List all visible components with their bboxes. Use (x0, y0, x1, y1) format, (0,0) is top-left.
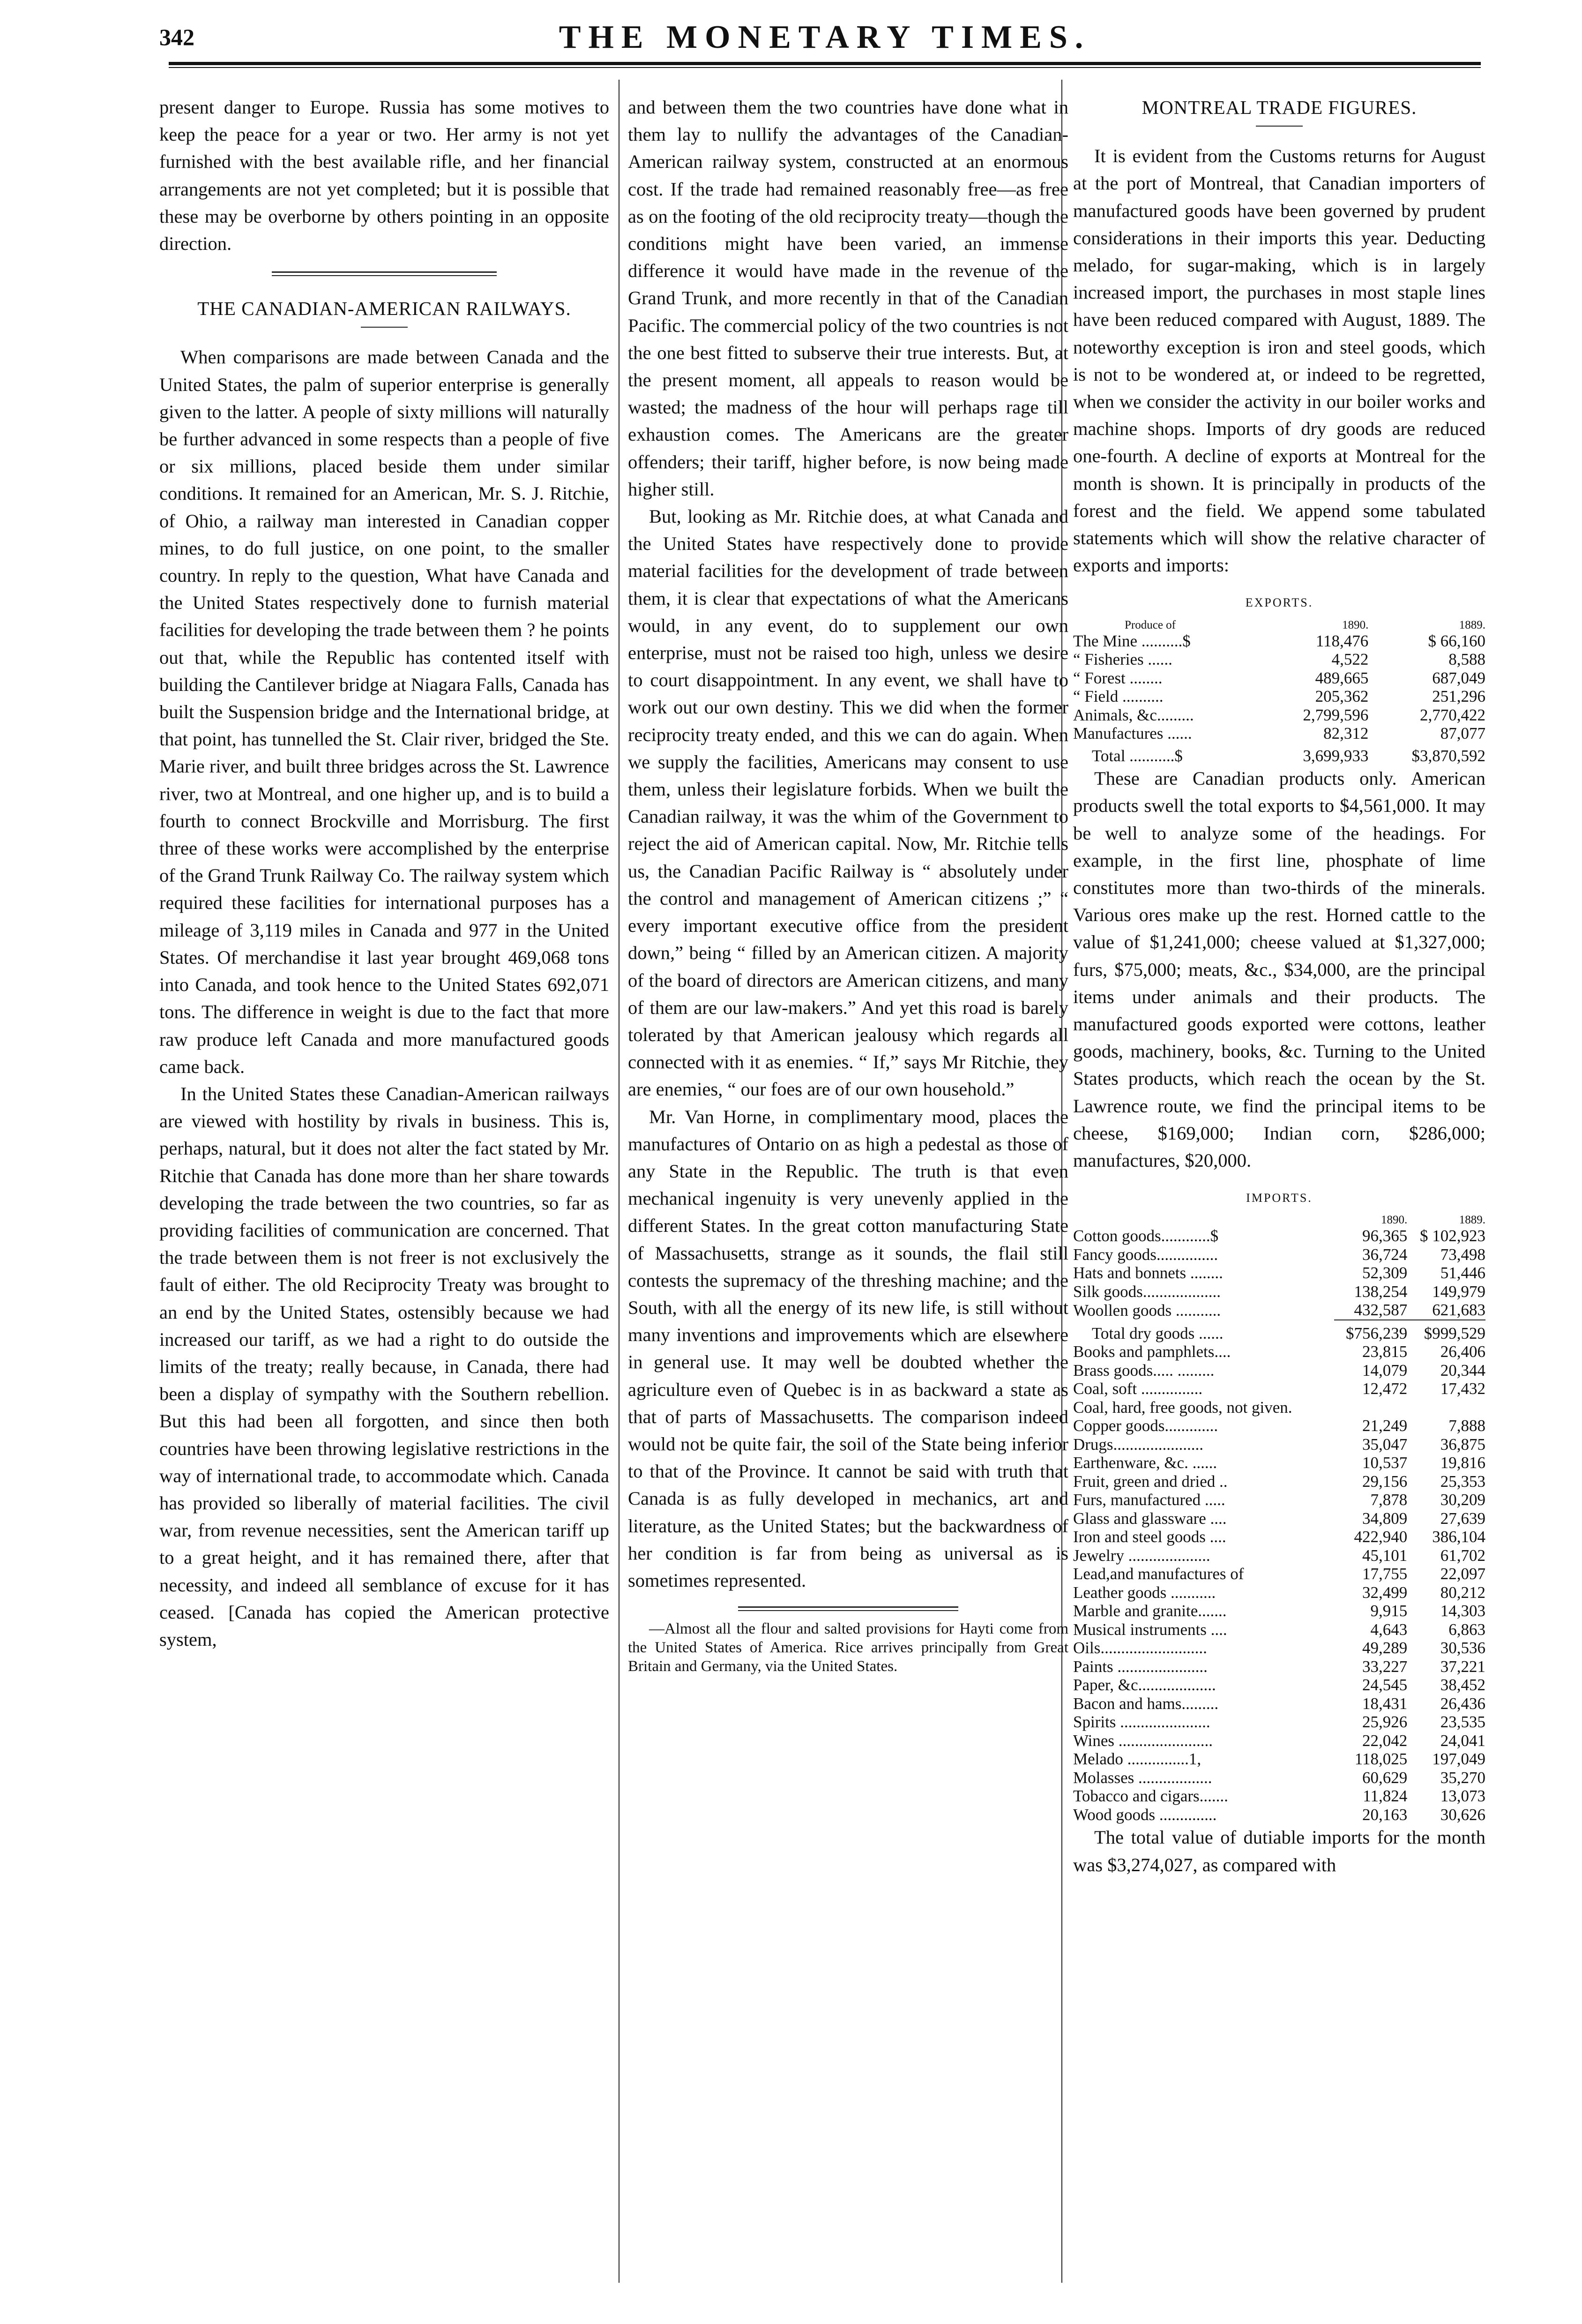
row-value: 4,643 (1370, 1620, 1408, 1639)
row-value: 51,446 (1440, 1264, 1485, 1282)
row-value: $ 102,923 (1420, 1227, 1485, 1245)
row-value: 34,809 (1362, 1509, 1408, 1528)
row-value: $ 66,160 (1428, 631, 1485, 650)
row-value: 2,770,422 (1420, 705, 1485, 724)
table-row (1073, 1546, 1485, 1565)
table-row (1073, 687, 1485, 706)
row-value: 49,289 (1362, 1639, 1408, 1657)
row-label: Glass and glassware .... (1073, 1509, 1227, 1528)
row-label: Woollen goods ........... (1073, 1301, 1221, 1320)
row-value: 14,079 (1362, 1361, 1408, 1379)
table-row (1073, 1620, 1485, 1639)
row-value: 7,888 (1448, 1417, 1485, 1435)
row-value: 26,436 (1440, 1694, 1485, 1713)
row-label: Leather goods ........... (1073, 1583, 1216, 1602)
section-rule (272, 271, 497, 276)
total-value: 3,699,933 (1303, 746, 1369, 765)
table-row (1073, 1750, 1485, 1769)
column-3 (1073, 94, 1485, 1879)
table-row (1073, 1342, 1485, 1361)
masthead-title: THE MONETARY TIMES. (559, 19, 1091, 55)
page-header (159, 19, 1490, 61)
row-label: Animals, &c......... (1073, 705, 1194, 724)
row-value: 21,249 (1362, 1417, 1408, 1435)
header-rule (169, 62, 1481, 68)
table-row (1073, 706, 1485, 725)
heading-rule (361, 327, 408, 328)
table-row (1073, 724, 1485, 743)
row-value: 2,799,596 (1303, 705, 1369, 724)
article-heading: MONTREAL TRADE FIGURES. (1142, 97, 1417, 118)
section-rule (738, 1606, 958, 1611)
page-number: 342 (159, 24, 194, 50)
total-value: $756,239 (1334, 1320, 1407, 1343)
row-label: “ Field .......... (1073, 687, 1164, 706)
table-row (1073, 650, 1485, 669)
table-row (1073, 669, 1485, 688)
row-value: 73,498 (1440, 1245, 1485, 1264)
row-value: 30,209 (1440, 1491, 1485, 1509)
table-row (1073, 1787, 1485, 1806)
table-header-row (1073, 1214, 1485, 1227)
row-value: 30,536 (1440, 1639, 1485, 1657)
row-label: “ Fisheries ...... (1073, 650, 1172, 669)
table-row (1073, 1301, 1485, 1320)
row-value: 489,665 (1315, 668, 1369, 687)
row-label: Bacon and hams......... (1073, 1694, 1219, 1713)
row-value: 621,683 (1432, 1301, 1485, 1319)
year-header: 1889. (1459, 618, 1485, 631)
table-row (1073, 1528, 1485, 1546)
row-label: Copper goods............. (1073, 1417, 1218, 1435)
column-1 (159, 94, 609, 1653)
total-label: Total dry goods ...... (1092, 1324, 1224, 1342)
row-value: 17,755 (1362, 1565, 1408, 1583)
row-label: Iron and steel goods .... (1073, 1528, 1226, 1546)
column-label: Produce of (1125, 618, 1176, 631)
article-paragraph: In the United States these Canadian-American railways are viewed with hostility by rivals in business. This is, perhaps, natural, but it does not alter the fact stated by Mr. Ritchie that Canada has done more than her share towards developing the trade between the two countries, so far as providing facilities of communication are concerned. That the trade between them is not freer is not exclusively the fault of either. The old Reciprocity Treaty was brought to an end by the United States, ostensibly because we had increased our tariff, as we had a right to do outside the limits of the treaty; really because, in Canada, there had been a display of sympathy with the Southern rebellion. But this had been all forgotten, and since then both countries have been throwing legislative restrictions in the way of international trade, to accommodate which. Canada has provided so liberally of material facilities. The civil war, from revenue necessities, sent the American tariff up to a great height, and it has remained there, after that necessity, and indeed all semblance of excuse for it has ceased. [Canada has copied the American protective system, (159, 1083, 609, 1650)
table-row (1073, 1245, 1485, 1264)
total-value: $999,529 (1407, 1320, 1485, 1343)
total-label: Total ...........$ (1092, 746, 1183, 765)
row-value: 17,432 (1440, 1379, 1485, 1398)
row-value: 23,815 (1362, 1342, 1408, 1361)
row-value: 30,626 (1440, 1805, 1485, 1824)
row-value: 26,406 (1440, 1342, 1485, 1361)
table-row (1073, 1732, 1485, 1750)
row-label: Tobacco and cigars....... (1073, 1787, 1228, 1806)
row-value: 33,227 (1362, 1657, 1408, 1676)
table-row (1073, 1227, 1485, 1245)
table-row (1073, 1282, 1485, 1301)
row-label: Hats and bonnets ........ (1073, 1264, 1223, 1282)
article-paragraph: But, looking as Mr. Ritchie does, at what Canada and the United States have respectively done to provide material facilities for the development of trade between them, it is clear that expectations of what the Americans would, in any event, do to supplement our own enterprise, must not be raised too high, unless we desire to court disappointment. In any event, we shall have to work out our own destiny. This we did when the former reciprocity treaty ended, and this we can do again. When we supply the facilities, Americans may consent to use them, unless their legislature forbids. When we built the Canadian railway, it was the whim of the Government to reject the aid of American capital. Now, Mr. Ritchie tells us, the Canadian Pacific Railway is “ absolutely under the control and management of American citizens ;” “ every important executive office from the president down,” being “ filled by an American citizen. A majority of the board of directors are American citizens, and many of them are our law-makers.” And yet this road is barely tolerated by that American jealousy which regards all connected with it as enemies. “ If,” says Mr Ritchie, they are enemies, “ our foes are of our own household.” (628, 506, 1068, 1100)
row-value: 386,104 (1432, 1528, 1485, 1546)
year-header: 1889. (1459, 1214, 1485, 1227)
row-value: 61,702 (1440, 1546, 1485, 1565)
row-value: 20,163 (1362, 1805, 1408, 1824)
row-value: 10,537 (1362, 1454, 1408, 1472)
article-paragraph: It is evident from the Customs returns for August at the port of Montreal, that Canadian importers of manufactured goods have been governed by prudent considerations in their imports this year. Deducting melado, for sugar-making, which is in largely increased import, the purchases in most staple lines have been reduced compared with August, 1889. The noteworthy exception is iron and steel goods, which is not to be wondered at, or indeed to be regretted, when we consider the activity in our boiler works and machine shops. Imports of dry goods are reduced one-fourth. A decline of exports at Montreal for the month is shown. It is principally in products of the forest and the field. We append some tabulated statements which will show the relative character of exports and imports: (1073, 145, 1485, 576)
news-note: —Almost all the flour and salted provisions for Hayti come from the United States of America. Rice arrives principally from Great Britain and Germany, via the United States. (628, 1620, 1068, 1675)
row-value: 19,816 (1440, 1454, 1485, 1472)
row-value: 9,915 (1370, 1602, 1408, 1620)
article-paragraph: The total value of dutiable imports for the month was $3,274,027, as compared with (1073, 1827, 1485, 1875)
table-row (1073, 1639, 1485, 1657)
article-paragraph: Mr. Van Horne, in complimentary mood, places the manufactures of Ontario on as high a pedestal as those of any State in the Republic. The truth is that even mechanical ingenuity is very unevenly applied in the different States. In the great cotton manufacturing State of Massachusetts, strange as it sounds, the flail still contests the supremacy of the threshing machine; and the South, with all the energy of its new life, is still without many inventions and improvements which are elsewhere in general use. It may well be doubted whether the agriculture even of Quebec is in as backward a state as that of parts of Massachusetts. The comparison indeed would not be quite fair, the soil of the State being inferior to that of the Province. It cannot be said with truth that Canada is as fully developed in mechanics, art and literature, as the United States; but the backwardness of her condition is far from being as universal as is sometimes represented. (628, 1106, 1068, 1591)
table-row (1073, 1657, 1485, 1676)
table-row (1073, 1417, 1485, 1435)
row-value (1334, 1398, 1407, 1417)
total-row (1073, 743, 1485, 765)
row-label: Fruit, green and dried .. (1073, 1472, 1228, 1491)
row-value: 36,875 (1440, 1435, 1485, 1454)
imports-table (1073, 1214, 1485, 1824)
year-header: 1890. (1342, 618, 1369, 631)
table-row (1073, 1264, 1485, 1282)
row-value: 20,344 (1440, 1361, 1485, 1379)
row-value: 18,431 (1362, 1694, 1408, 1713)
column-2 (628, 94, 1068, 1676)
total-row (1073, 1320, 1485, 1343)
row-value: 197,049 (1432, 1750, 1485, 1769)
table-row (1073, 1694, 1485, 1713)
row-label: Melado ...............1, (1073, 1750, 1201, 1769)
row-value: 38,452 (1440, 1676, 1485, 1694)
row-value: 60,629 (1362, 1768, 1408, 1787)
row-value: 25,353 (1440, 1472, 1485, 1491)
row-value: 52,309 (1362, 1264, 1408, 1282)
row-value (1407, 1398, 1485, 1417)
row-value: 80,212 (1440, 1583, 1485, 1602)
row-value: 96,365 (1362, 1227, 1408, 1245)
row-value: 27,639 (1440, 1509, 1485, 1528)
row-label: Drugs...................... (1073, 1435, 1204, 1454)
year-header: 1890. (1381, 1214, 1408, 1227)
row-value: 23,535 (1440, 1713, 1485, 1732)
article-paragraph: When comparisons are made between Canada and the United States, the palm of superior enterprise is generally given to the latter. A people of sixty millions will naturally be further advanced in some respects than a people of five or six millions, placed beside them under similar conditions. It remained for an American, Mr. S. J. Ritchie, of Ohio, a railway man interested in Canadian copper mines, to do full justice, on one point, to the smaller country. In reply to the question, What have Canada and the United States respectively done to furnish material facilities for developing the trade between them ? he points out that, while the Republic has contented itself with building the Cantilever bridge at Niagara Falls, Canada has built the Suspension bridge and the International bridge, at that point, has tunnelled the St. Clair river, bridged the Ste. Marie river, and built three bridges across the St. Lawrence river, two at Montreal, and one higher up, and is to build a fourth to connect Brockville and Morrisburg. The first three of these works were accomplished by the enterprise of the Grand Trunk Railway Co. The railway system which required these facilities for international purposes has a mileage of 3,119 miles in Canada and 977 in the United States. Of merchandise it last year brought 469,068 tons into Canada, and took hence to the United States 692,071 tons. The difference in weight is due to the fact that more raw produce left Canada and more manufactured goods came back. (159, 346, 609, 1077)
intro-paragraph: present danger to Europe. Russia has some motives to keep the peace for a year or two. Her army is not yet furnished with the best available rifle, and her financial arrangements are not yet completed; but it is possible that these may be overborne by others pointing in an opposite direction. (159, 97, 609, 255)
row-label: Fancy goods............... (1073, 1245, 1218, 1264)
row-label: Paints ...................... (1073, 1657, 1208, 1676)
row-value: 432,587 (1354, 1301, 1408, 1319)
table-row (1073, 1379, 1485, 1398)
imports-table-caption: IMPORTS. (1246, 1191, 1313, 1205)
row-value: 11,824 (1363, 1787, 1408, 1806)
row-label: “ Forest ........ (1073, 668, 1163, 687)
article-paragraph: and between them the two countries have done what in them lay to nullify the advantages of the Canadian-American railway system, constructed at an enormous cost. If the trade had remained reasonably free—as free as on the footing of the old reciprocity treaty—though the conditions might have been varied, an immense difference it would have made in the revenue of the Grand Trunk, and more recently in that of the Canadian Pacific. The commercial policy of the two countries is not the one best fitted to subserve their true interests. But, at the present moment, all appeals to reason would be wasted; the madness of the hour will perhaps rage till exhaustion comes. The Americans are the greater offenders; their tariff, higher before, is now being made higher still. (628, 97, 1068, 500)
row-label: Paper, &c................... (1073, 1676, 1216, 1694)
row-label: Brass goods..... ......... (1073, 1361, 1215, 1379)
table-row (1073, 1435, 1485, 1454)
row-value: 4,522 (1331, 650, 1369, 669)
table-row (1073, 1583, 1485, 1602)
row-value: 422,940 (1354, 1528, 1408, 1546)
table-row (1073, 1472, 1485, 1491)
row-value: 37,221 (1440, 1657, 1485, 1676)
row-value: 12,472 (1362, 1379, 1408, 1398)
total-value: $3,870,592 (1411, 746, 1485, 765)
row-label: Molasses .................. (1073, 1768, 1212, 1787)
heading-rule (1256, 126, 1303, 127)
row-label: Books and pamphlets.... (1073, 1342, 1231, 1361)
row-value: 24,041 (1440, 1731, 1485, 1750)
row-value: 25,926 (1362, 1713, 1408, 1732)
row-value: 13,073 (1440, 1787, 1485, 1806)
exports-table-caption: EXPORTS. (1245, 596, 1313, 610)
row-label: Lead,and manufactures of (1073, 1565, 1244, 1583)
row-label: Oils.......................... (1073, 1639, 1207, 1657)
table-row (1073, 1676, 1485, 1694)
row-label: Musical instruments .... (1073, 1620, 1227, 1639)
table-row (1073, 1509, 1485, 1528)
row-value: 14,303 (1440, 1602, 1485, 1620)
table-row (1073, 1713, 1485, 1732)
row-label: Coal, soft ............... (1073, 1379, 1203, 1398)
table-row (1073, 1769, 1485, 1787)
row-label: Marble and granite....... (1073, 1602, 1227, 1620)
row-value: 22,042 (1362, 1731, 1408, 1750)
article-paragraph: These are Canadian products only. American products swell the total exports to $4,561,000. It may be well to analyze some of the headings. For example, in the first line, phosphate of lime constitutes more than two-thirds of the minerals. Various ores make up the rest. Horned cattle to the value of $1,241,000; cheese valued at $1,327,000; furs, $75,000; meats, &c., $34,000, are the principal items under animals and their products. The manufactured goods exported were cottons, leather goods, machinery, books, &c. Turning to the United States products, which reach the ocean by the St. Lawrence route, we find the principal items to be cheese, $169,000; Indian corn, $286,000; manufactures, $20,000. (1073, 768, 1485, 1171)
row-value: 22,097 (1440, 1565, 1485, 1583)
row-value: 6,863 (1448, 1620, 1485, 1639)
article-heading: THE CANADIAN-AMERICAN RAILWAYS. (197, 298, 571, 320)
row-label: Silk goods................... (1073, 1282, 1221, 1301)
row-value: 7,878 (1370, 1491, 1408, 1509)
row-value: 118,025 (1354, 1750, 1408, 1769)
row-value: 149,979 (1432, 1282, 1485, 1301)
row-value: 118,476 (1315, 631, 1369, 650)
row-label: Cotton goods............$ (1073, 1227, 1219, 1245)
row-value: 138,254 (1354, 1282, 1408, 1301)
table-row (1073, 1491, 1485, 1509)
row-label: Coal, hard, free goods, not given. (1073, 1398, 1292, 1417)
row-value: 35,047 (1362, 1435, 1408, 1454)
row-value: 32,499 (1362, 1583, 1408, 1602)
row-value: 36,724 (1362, 1245, 1408, 1264)
row-value: 24,545 (1362, 1676, 1408, 1694)
row-value: 687,049 (1432, 668, 1485, 687)
row-label: Furs, manufactured ..... (1073, 1491, 1225, 1509)
row-value: 87,077 (1440, 724, 1485, 743)
row-value: 205,362 (1315, 687, 1369, 706)
row-label: Jewelry .................... (1073, 1546, 1210, 1565)
table-row (1073, 1454, 1485, 1472)
row-value: 45,101 (1362, 1546, 1408, 1565)
row-value: 251,296 (1432, 687, 1485, 706)
table-row (1073, 632, 1485, 651)
row-value: 29,156 (1362, 1472, 1408, 1491)
table-header-row (1073, 619, 1485, 632)
row-label: Spirits ...................... (1073, 1713, 1210, 1732)
row-label: Earthenware, &c. ...... (1073, 1454, 1217, 1472)
table-row (1073, 1565, 1485, 1583)
exports-table (1073, 619, 1485, 765)
row-label: Wood goods .............. (1073, 1805, 1217, 1824)
row-value: 8,588 (1448, 650, 1485, 669)
row-label: Manufactures ...... (1073, 724, 1192, 743)
table-row (1073, 1806, 1485, 1824)
row-value: 82,312 (1323, 724, 1369, 743)
row-value: 35,270 (1440, 1768, 1485, 1787)
table-row (1073, 1361, 1485, 1380)
row-label: Wines ....................... (1073, 1731, 1213, 1750)
row-label: The Mine ..........$ (1073, 631, 1191, 650)
table-row (1073, 1602, 1485, 1620)
table-row (1073, 1398, 1485, 1417)
